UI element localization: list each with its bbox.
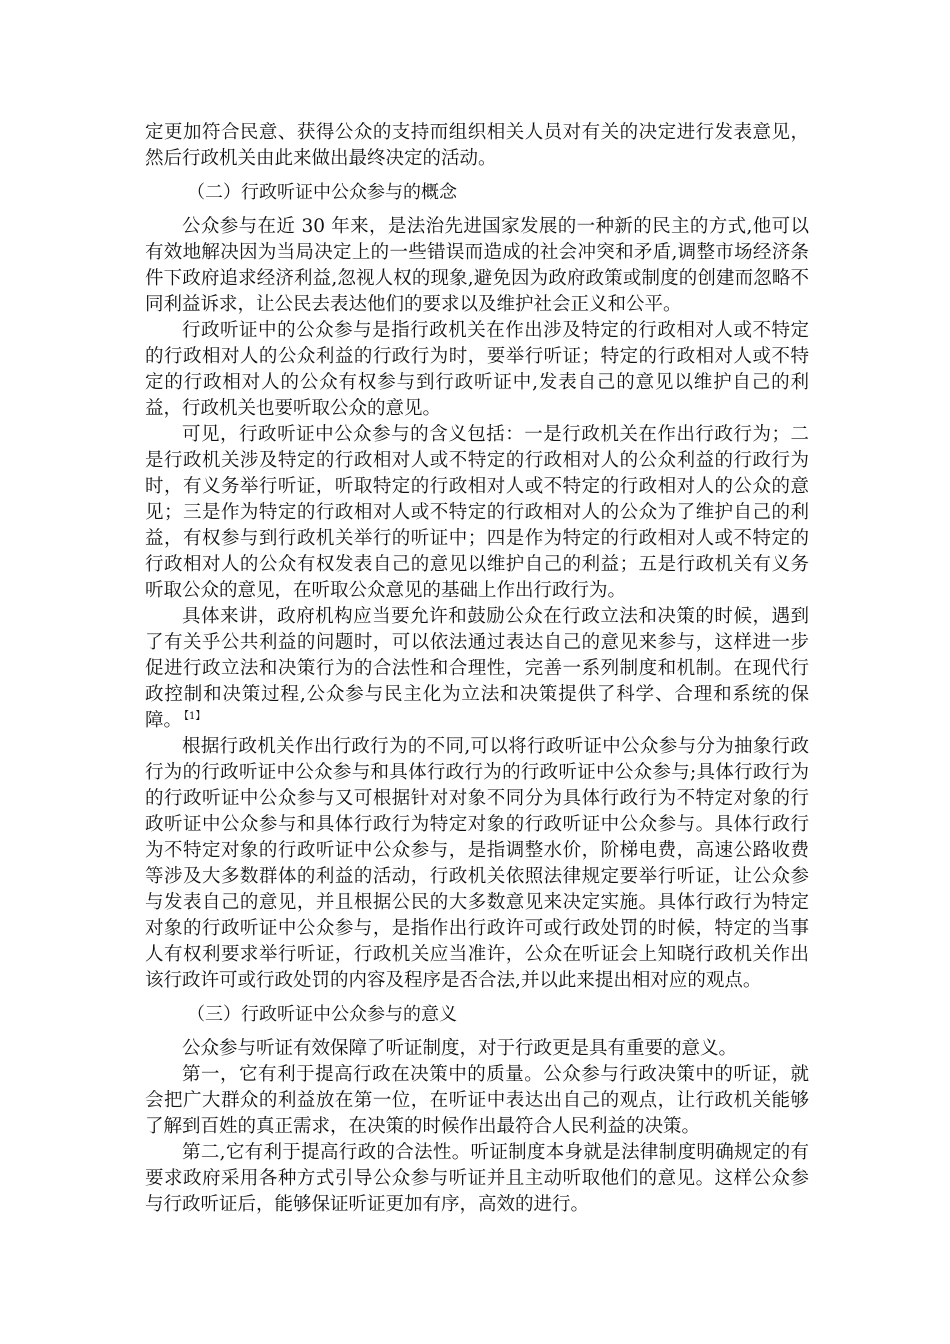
paragraph-definition: 行政听证中的公众参与是指行政机关在作出涉及特定的行政相对人或不特定的行政相对人的公众利益的行政行为时，要举行听证；特定的行政相对人或不特定的行政相对人的公众有权参与到行政听证中,发表自己的意见以维护自己的利益，行政机关也要听取公众的意见。 <box>145 320 809 419</box>
paragraph-second-point: 第二,它有利于提高行政的合法性。听证制度本身就是法律制度明确规定的有要求政府采用各种方式引导公众参与听证并且主动听取他们的意见。这样公众参与行政听证后，能够保证听证更加有序，高效的进行。 <box>145 1142 809 1215</box>
paragraph-continuation: 定更加符合民意、获得公众的支持而组织相关人员对有关的决定进行发表意见，然后行政机关由此来做出最终决定的活动。 <box>145 122 809 169</box>
paragraph-significance-intro: 公众参与听证有效保障了听证制度，对于行政更是具有重要的意义。 <box>182 1038 738 1059</box>
paragraph-first-point: 第一，它有利于提高行政在决策中的质量。公众参与行政决策中的听证，就会把广大群众的利益放在第一位，在听证中表达出自己的观点，让行政机关能够了解到百姓的真正需求，在决策的时候作出最符合人民利益的决策。 <box>145 1064 809 1137</box>
paragraph-meaning-list: 可见，行政听证中公众参与的含义包括：一是行政机关在作出行政行为；二是行政机关涉及特定的行政相对人或不特定的行政相对人的公众利益的行政行为时，有义务举行听证，听取特定的行政相对人或不特定的行政相对人的公众的意见；三是作为特定的行政相对人或不特定的行政相对人的公众为了维护自己的利益，有权参与到行政机关举行的听证中；四是作为特定的行政相对人或不特定的行政相对人的公众有权发表自己的意见以维护自己的利益；五是行政机关有义务听取公众的意见，在听取公众意见的基础上作出行政行为。 <box>145 424 809 601</box>
section-heading-significance: （三）行政听证中公众参与的意义 <box>187 1004 457 1025</box>
document-page <box>145 120 809 1218</box>
paragraph-specifics <box>145 604 809 734</box>
paragraph-public-participation-intro: 公众参与在近 30 年来，是法治先进国家发展的一种新的民主的方式,他可以有效地解决因为当局决定上的一些错误而造成的社会冲突和矛盾,调整市场经济条件下政府追求经济利益,忽视人权的现象,避免因为政府政策或制度的创建而忽略不同利益诉求，让公民去表达他们的要求以及维护社会正义和公平。 <box>145 216 809 315</box>
section-heading-concept: （二）行政听证中公众参与的概念 <box>187 182 457 203</box>
footnote-reference: 【1】 <box>184 710 206 722</box>
paragraph-classification: 根据行政机关作出行政行为的不同,可以将行政听证中公众参与分为抽象行政行为的行政听证中公众参与和具体行政行为的行政听证中公众参与;具体行政行为的行政听证中公众参与又可根据针对对象不同分为具体行政行为不特定对象的行政听证中公众参与和具体行政行为特定对象的行政听证中公众参与。具体行政行为不特定对象的行政听证中公众参与，是指调整水价，阶梯电费，高速公路收费等涉及大多数群体的利益的活动，行政机关依照法律规定要举行听证，让公众参与发表自己的意见，并且根据公民的大多数意见来决定实施。具体行政行为特定对象的行政听证中公众参与，是指作出行政许可或行政处罚的时候，特定的当事人有权利要求举行听证，行政机关应当准许，公众在听证会上知晓行政机关作出该行政许可或行政处罚的内容及程序是否合法,并以此来提出相对应的观点。 <box>145 736 809 991</box>
paragraph-specifics-text: 具体来讲，政府机构应当要允许和鼓励公众在行政立法和决策的时候，遇到了有关乎公共利益的问题时，可以依法通过表达自己的意见来参与，这样进一步促进行政立法和决策行为的合法性和合理性，完善一系列制度和机制。在现代行政控制和决策过程,公众参与民主化为立法和决策提供了科学、合理和系统的保障。 <box>145 606 809 731</box>
